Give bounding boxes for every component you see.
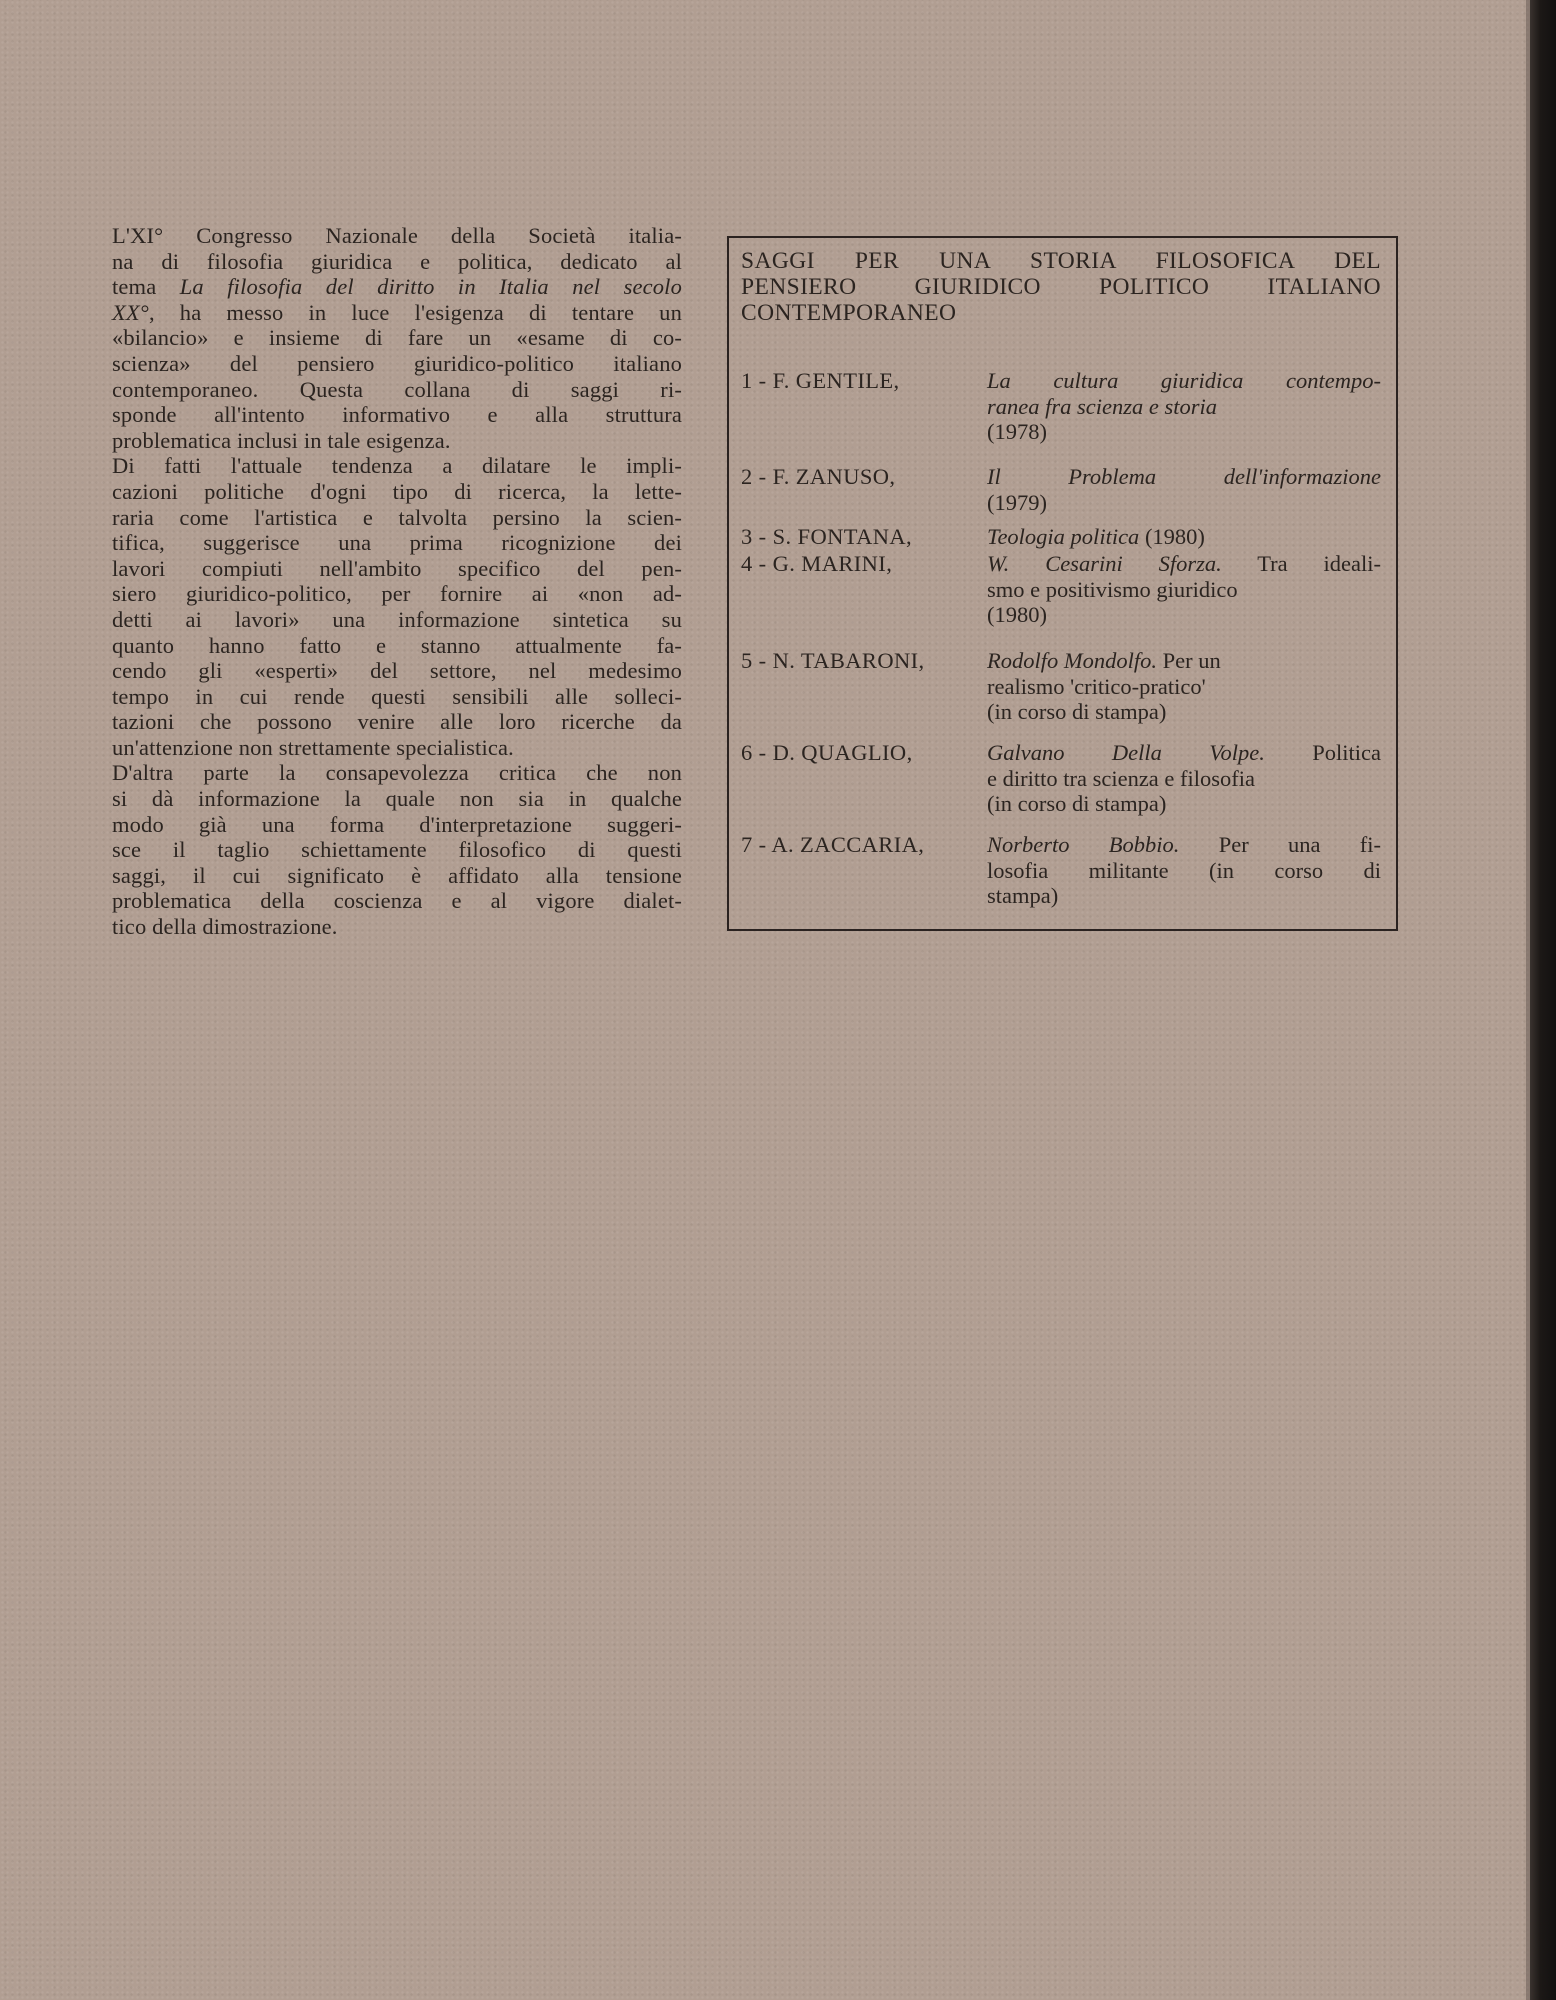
work-note: Per un xyxy=(1157,648,1221,673)
work-line xyxy=(987,394,1381,420)
entry-author: 5 - N. TABARONI, xyxy=(741,648,925,673)
series-title-line: CONTEMPORANEO xyxy=(741,300,957,326)
series-list-box xyxy=(727,236,1398,931)
entry-author: 6 - D. QUAGLIO, xyxy=(741,740,913,765)
intro-line: siero giuridico-politico, per fornire ai «non ad- xyxy=(112,581,682,607)
intro-line: quanto hanno fatto e stanno attualmente fa- xyxy=(112,632,682,658)
intro-line: cendo gli «esperti» del settore, nel medesimo xyxy=(112,658,682,684)
entry-work xyxy=(987,648,1381,725)
intro-line: tifica, suggerisce una prima ricognizione dei xyxy=(112,530,682,556)
work-note: smo e positivismo giuridico xyxy=(987,576,1238,602)
work-note: (1980) xyxy=(987,602,1047,628)
intro-line: saggi, il cui significato è affidato alla tensione xyxy=(112,862,682,888)
collection-description xyxy=(112,223,682,940)
intro-line: sce il taglio schiettamente filosofico di questi xyxy=(112,837,682,863)
work-line xyxy=(987,674,1381,700)
work-note: Per una fi- xyxy=(1179,832,1381,857)
entry-work xyxy=(987,740,1381,817)
intro-line: raria come l'artistica e talvolta persino la scien- xyxy=(112,504,682,530)
intro-line: lavori compiuti nell'ambito specifico del pen- xyxy=(112,555,682,581)
work-line xyxy=(987,524,1381,550)
work-line xyxy=(987,832,1381,858)
work-line xyxy=(987,740,1381,766)
entry-work xyxy=(987,464,1381,515)
entry-author: 2 - F. ZANUSO, xyxy=(741,464,896,489)
intro-line: «bilancio» e insieme di fare un «esame di co- xyxy=(112,325,682,351)
work-title: W. Cesarini Sforza. xyxy=(987,551,1222,576)
series-title-line: PENSIERO GIURIDICO POLITICO ITALIANO xyxy=(741,274,1381,300)
intro-line-part: tema xyxy=(112,274,180,300)
series-title xyxy=(741,248,1381,326)
work-title: La cultura giuridica contempo- xyxy=(987,368,1381,393)
work-line xyxy=(987,858,1381,884)
entry-work xyxy=(987,832,1381,909)
work-note: e diritto tra scienza e filosofia xyxy=(987,765,1256,791)
intro-line: si dà informazione la quale non sia in qualche xyxy=(112,786,682,812)
entry-work xyxy=(987,368,1381,445)
intro-line: Di fatti l'attuale tendenza a dilatare le impli- xyxy=(112,453,682,479)
intro-line xyxy=(112,300,682,326)
work-line xyxy=(987,699,1381,725)
intro-line: D'altra parte la consapevolezza critica che non xyxy=(112,760,682,786)
intro-line: L'XI° Congresso Nazionale della Società italia- xyxy=(112,223,682,248)
work-line xyxy=(987,419,1381,445)
intro-line: detti ai lavori» una informazione sintetica su xyxy=(112,606,682,632)
work-note: realismo 'critico-pratico' xyxy=(987,673,1206,699)
entry-work xyxy=(987,551,1381,628)
work-note: (1980) xyxy=(1139,524,1205,549)
conference-theme-title-end: XX° xyxy=(112,299,149,325)
intro-line: tico della dimostrazione. xyxy=(112,914,338,940)
intro-line: problematica della coscienza e al vigore dialet- xyxy=(112,888,682,914)
intro-line: contemporaneo. Questa collana di saggi ri- xyxy=(112,376,682,402)
intro-line: sponde all'intento informativo e alla struttura xyxy=(112,402,682,428)
work-note: losofia militante (in corso di xyxy=(987,857,1381,883)
intro-line: na di filosofia giuridica e politica, dedicato al xyxy=(112,248,682,274)
work-title: Il Problema dell'informazione xyxy=(987,464,1381,489)
intro-line: scienza» del pensiero giuridico-politico italiano xyxy=(112,350,682,376)
series-title-line: SAGGI PER UNA STORIA FILOSOFICA DEL xyxy=(741,248,1381,274)
work-line xyxy=(987,368,1381,394)
work-line xyxy=(987,577,1381,603)
work-note: Tra ideali- xyxy=(1221,551,1382,576)
work-note: stampa) xyxy=(987,883,1059,909)
entry-author: 1 - F. GENTILE, xyxy=(741,368,900,393)
intro-line: modo già una forma d'interpretazione suggeri- xyxy=(112,811,682,837)
work-line xyxy=(987,602,1381,628)
intro-line: problematica inclusi in tale esigenza. xyxy=(112,427,451,453)
work-title: Galvano Della Volpe. xyxy=(987,740,1265,765)
entry-author: 3 - S. FONTANA, xyxy=(741,524,913,549)
conference-theme-title: La filosofia del diritto in Italia nel secolo xyxy=(179,274,682,300)
entry-author: 7 - A. ZACCARIA, xyxy=(741,832,925,857)
work-title: Rodolfo Mondolfo. xyxy=(987,648,1157,673)
work-line xyxy=(987,551,1381,577)
intro-line-part: , ha messo in luce l'esigenza di tentare un xyxy=(148,299,682,325)
work-title: Teologia politica xyxy=(987,524,1140,549)
work-line xyxy=(987,883,1381,909)
entry-work xyxy=(987,524,1381,550)
work-note: (1979) xyxy=(987,489,1047,515)
intro-line: cazioni politiche d'ogni tipo di ricerca, la lette- xyxy=(112,478,682,504)
work-note: (1978) xyxy=(987,419,1047,445)
work-line xyxy=(987,648,1381,674)
work-note: Politica xyxy=(1264,740,1381,765)
work-note: (in corso di stampa) xyxy=(987,791,1167,817)
work-line xyxy=(987,464,1381,490)
intro-line: tempo in cui rende questi sensibili alle solleci- xyxy=(112,683,682,709)
intro-line xyxy=(112,274,682,300)
work-line xyxy=(987,490,1381,516)
work-title: Norberto Bobbio. xyxy=(987,832,1180,857)
intro-line: un'attenzione non strettamente specialistica. xyxy=(112,734,514,760)
intro-line: tazioni che possono venire alle loro ricerche da xyxy=(112,709,682,735)
work-line xyxy=(987,791,1381,817)
entry-author: 4 - G. MARINI, xyxy=(741,551,893,576)
work-note: (in corso di stampa) xyxy=(987,699,1167,725)
cover-edge xyxy=(1530,0,1556,2000)
work-line xyxy=(987,766,1381,792)
work-title: ranea fra scienza e storia xyxy=(987,393,1217,419)
